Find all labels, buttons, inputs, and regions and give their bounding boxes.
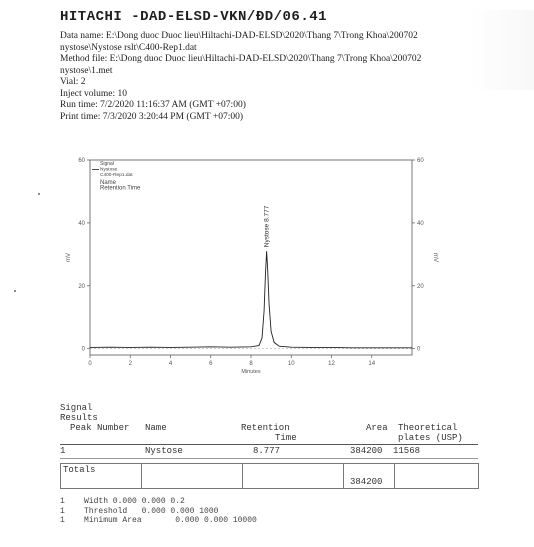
legend-entry: Signal xyxy=(100,161,114,167)
y-tick-label: 40 xyxy=(78,220,85,227)
y2-tick-label: 40 xyxy=(417,220,424,227)
print-time-line: Print time: 7/3/2020 3:20:44 PM (GMT +07:00) xyxy=(60,111,244,122)
y-tick-label: 0 xyxy=(81,346,85,353)
chromatogram-chart xyxy=(48,150,468,395)
cell-name: Nystose xyxy=(145,446,183,456)
col-peak-number: Peak Number xyxy=(70,423,130,433)
x-tick-label: 10 xyxy=(287,361,295,367)
param-minimum-area: 1 Minimum Area 0.000 0.000 10000 xyxy=(60,516,257,525)
cell-plates: 11568 xyxy=(393,446,421,456)
y2-tick-label: 20 xyxy=(417,283,424,290)
x-tick-label: 2 xyxy=(128,361,132,367)
y2-tick-label: 60 xyxy=(417,158,424,164)
row-rule xyxy=(60,458,478,459)
col-area: Area xyxy=(366,423,388,433)
totals-label: Totals xyxy=(63,465,96,475)
report-title: HITACHI -DAD-ELSD-VKN/ĐD/06.41 xyxy=(60,9,328,25)
col-retention-time: Time xyxy=(275,433,297,443)
totals-box-plates xyxy=(394,463,479,489)
scan-speck xyxy=(38,193,40,195)
x-axis-label: Minutes xyxy=(241,369,261,375)
legend-entry: Nystose xyxy=(100,167,118,173)
legend-entry: Name xyxy=(100,180,117,186)
legend-entry: Retention Time xyxy=(100,185,141,192)
y2-tick-label: 0 xyxy=(417,346,421,353)
report-metadata xyxy=(60,31,525,123)
data-name-line: Data name: E:\Dong duoc Duoc lieu\Hiltachi-DAD-ELSD\2020\Thang 7\Trong Khoa\200702 xyxy=(60,31,418,41)
run-time-line: Run time: 7/2/2020 11:16:37 AM (GMT +07:00) xyxy=(60,100,246,110)
scan-speck xyxy=(14,290,16,292)
x-tick-label: 6 xyxy=(209,361,213,367)
method-file-line: Method file: E:\Dong duoc Duoc lieu\Hiltachi-DAD-ELSD\2020\Thang 7\Trong Khoa\200702 xyxy=(60,54,422,64)
vial-line: Vial: 2 xyxy=(60,77,86,87)
col-theoretical-plates: plates (USP) xyxy=(398,433,463,443)
col-theoretical: Theoretical xyxy=(398,423,458,433)
cell-retention: 8.777 xyxy=(253,446,281,456)
totals-box-retention xyxy=(242,463,344,489)
integration-parameters xyxy=(60,497,257,526)
col-retention: Retention xyxy=(241,423,290,433)
cell-peak-number: 1 xyxy=(60,446,66,456)
y2-axis-label: mV xyxy=(432,253,438,262)
x-tick-label: 14 xyxy=(368,361,376,367)
y-axis-label: mV xyxy=(66,253,72,262)
x-tick-label: 4 xyxy=(168,361,173,367)
peak-label: Nystose 8.777 xyxy=(263,205,271,248)
x-tick-label: 8 xyxy=(249,361,253,367)
results-heading-signal: Signal xyxy=(60,403,93,413)
x-tick-label: 12 xyxy=(328,361,335,367)
results-section xyxy=(60,403,463,525)
inject-volume-line: Inject volume: 10 xyxy=(60,88,128,99)
param-threshold: 1 Threshold 0.000 0.000 1000 xyxy=(60,506,219,516)
col-name: Name xyxy=(145,423,167,433)
chart-legend xyxy=(92,161,141,192)
param-width: 1 Width 0.000 0.000 0.2 xyxy=(60,497,185,506)
totals-area: 384200 xyxy=(350,477,383,487)
legend-entry: C400-Rep1.dat xyxy=(100,173,133,178)
header-rule xyxy=(60,444,478,445)
y-tick-label: 20 xyxy=(78,283,85,290)
data-name-continued: nystose\Nystose rslt\C400-Rep1.dat xyxy=(60,42,197,53)
results-heading-results: Results xyxy=(60,413,98,423)
cell-area: 384200 xyxy=(350,446,383,456)
y-tick-label: 60 xyxy=(78,158,85,164)
x-tick-label: 0 xyxy=(88,361,92,367)
method-file-continued: nystose\1.met xyxy=(60,65,113,76)
totals-box-name xyxy=(141,463,243,489)
signal-trace xyxy=(90,251,412,348)
